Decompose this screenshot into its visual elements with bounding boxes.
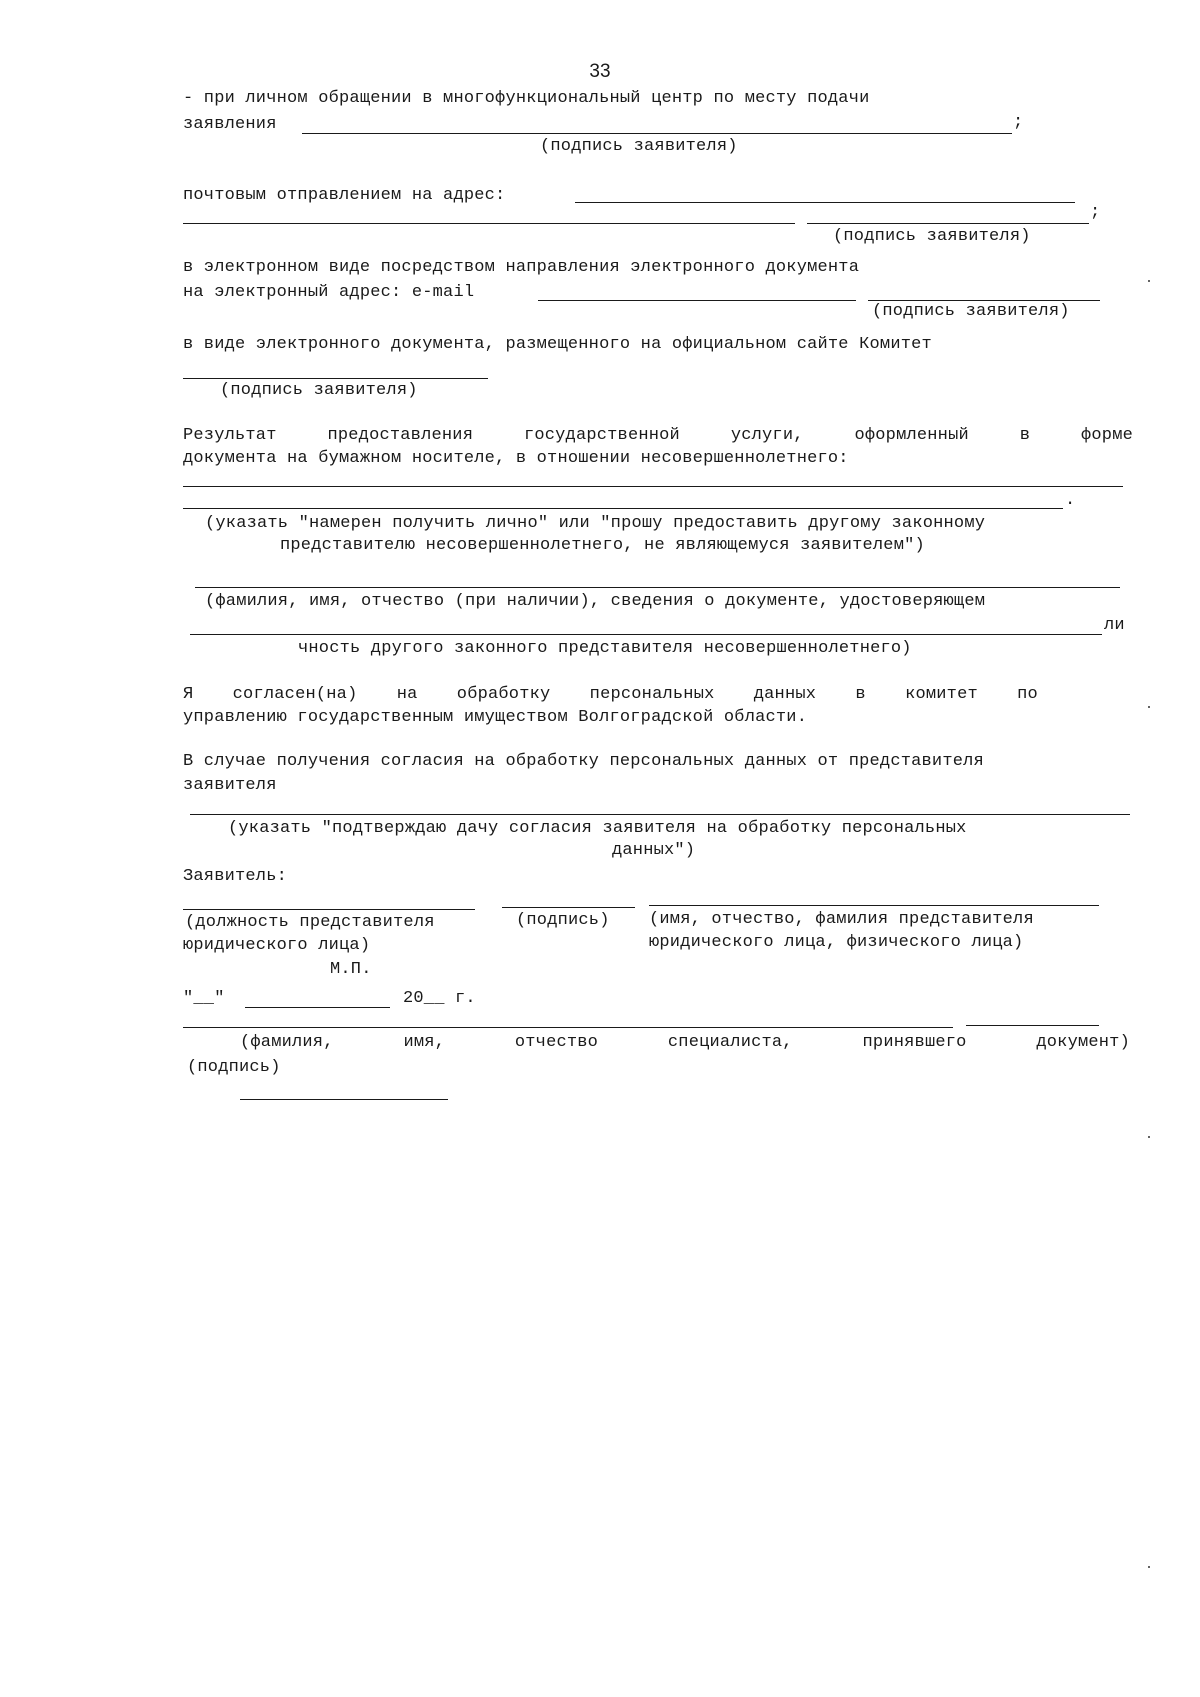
semicolon-2: ;: [1090, 203, 1101, 222]
period: .: [1065, 491, 1076, 510]
representative-line: [195, 587, 1120, 588]
word: предоставления: [327, 426, 474, 445]
word: персональных: [589, 685, 715, 704]
line-case: В случае получения согласия на обработку персональных данных от представителя: [183, 752, 984, 771]
specialist-bottom-line: [240, 1099, 448, 1100]
specialist-line: [183, 1027, 953, 1028]
line-committee: управлению государственным имуществом Волгоградской области.: [183, 708, 808, 727]
hint-representative-li: ли: [1104, 616, 1125, 635]
line-electronic: в электронном виде посредством направления электронного документа: [183, 258, 860, 277]
position-caption-1: (должность представителя: [185, 913, 435, 932]
word: на: [396, 685, 418, 704]
line-result: [183, 425, 1133, 447]
signature-line-2: [807, 223, 1089, 224]
applicant-label: Заявитель:: [183, 867, 288, 886]
signature-caption-2: (подпись заявителя): [833, 227, 1031, 246]
line-application: заявления: [183, 115, 277, 134]
word: обработку: [456, 685, 551, 704]
word: по: [1017, 685, 1038, 704]
word: документ): [1036, 1033, 1130, 1052]
hint-receive-2: представителю несовершеннолетнего, не являющемуся заявителем"): [280, 536, 925, 555]
signature-line-1: [302, 133, 1012, 134]
semicolon-1: ;: [1013, 113, 1024, 132]
page-number: 33: [589, 61, 611, 82]
representative-doc-line: [190, 634, 1102, 635]
scan-dot: [1148, 280, 1150, 282]
signature-caption-1: (подпись заявителя): [540, 137, 738, 156]
signature-line-5: [502, 907, 635, 908]
position-caption-2: юридического лица): [183, 936, 371, 955]
email-line: [538, 300, 856, 301]
word: имя,: [403, 1033, 446, 1052]
word: Результат: [183, 426, 277, 445]
word: согласен(на): [232, 685, 358, 704]
scan-dot: [1148, 706, 1150, 708]
address-line-1: [575, 202, 1075, 203]
line-consent: [183, 684, 1038, 706]
name-caption-1: (имя, отчество, фамилия представителя: [649, 910, 1034, 929]
position-line: [183, 909, 475, 910]
line-email: на электронный адрес: e-mail: [183, 283, 475, 302]
word: услуги,: [730, 426, 804, 445]
line-personal-appeal: - при личном обращении в многофункциональный центр по месту подачи: [183, 89, 870, 108]
signature-caption-3: (подпись заявителя): [872, 302, 1070, 321]
signature-caption-5: (подпись): [516, 911, 610, 930]
scan-dot: [1148, 1136, 1150, 1138]
date-year: 20__ г.: [403, 989, 476, 1008]
word: специалиста,: [667, 1033, 793, 1052]
date-day: "__": [183, 989, 225, 1008]
result-line-1: [183, 486, 1123, 487]
date-month-line: [245, 1007, 390, 1008]
line-case-applicant: заявителя: [183, 776, 277, 795]
hint-representative-1: (фамилия, имя, отчество (при наличии), сведения о документе, удостоверяющем: [205, 592, 986, 611]
signature-caption-4: (подпись заявителя): [220, 381, 418, 400]
scan-dot: [1148, 1566, 1150, 1568]
word: оформленный: [854, 426, 969, 445]
word: Я: [183, 685, 194, 704]
word: комитет: [905, 685, 978, 704]
specialist-signature-caption: (подпись): [187, 1058, 281, 1077]
word: государственной: [523, 426, 680, 445]
result-line-2: [183, 508, 1063, 509]
signature-line-4: [183, 378, 488, 379]
word: форме: [1080, 426, 1133, 445]
hint-consent-1: (указать "подтверждаю дачу согласия заявителя на обработку персональных: [228, 819, 967, 838]
word: отчество: [514, 1033, 599, 1052]
word: (фамилия,: [240, 1033, 334, 1052]
line-postal: почтовым отправлением на адрес:: [183, 186, 506, 205]
seal-label: М.П.: [330, 960, 372, 979]
specialist-signature-line: [966, 1025, 1099, 1026]
word: принявшего: [862, 1033, 967, 1052]
name-caption-2: юридического лица, физического лица): [649, 933, 1024, 952]
word: данных: [753, 685, 817, 704]
word: в: [1019, 426, 1031, 445]
name-line: [649, 905, 1099, 906]
consent-line: [190, 814, 1130, 815]
word: в: [855, 685, 866, 704]
line-official-site: в виде электронного документа, размещенного на официальном сайте Комитет: [183, 335, 932, 354]
address-line-2: [183, 223, 795, 224]
hint-consent-2: данных"): [612, 841, 696, 860]
line-paper-document: документа на бумажном носителе, в отношении несовершеннолетнего:: [183, 449, 849, 468]
hint-receive-1: (указать "намерен получить лично" или "прошу предоставить другому законному: [205, 514, 986, 533]
hint-representative-2: чность другого законного представителя несовершеннолетнего): [298, 639, 912, 658]
specialist-caption: [240, 1032, 1130, 1054]
